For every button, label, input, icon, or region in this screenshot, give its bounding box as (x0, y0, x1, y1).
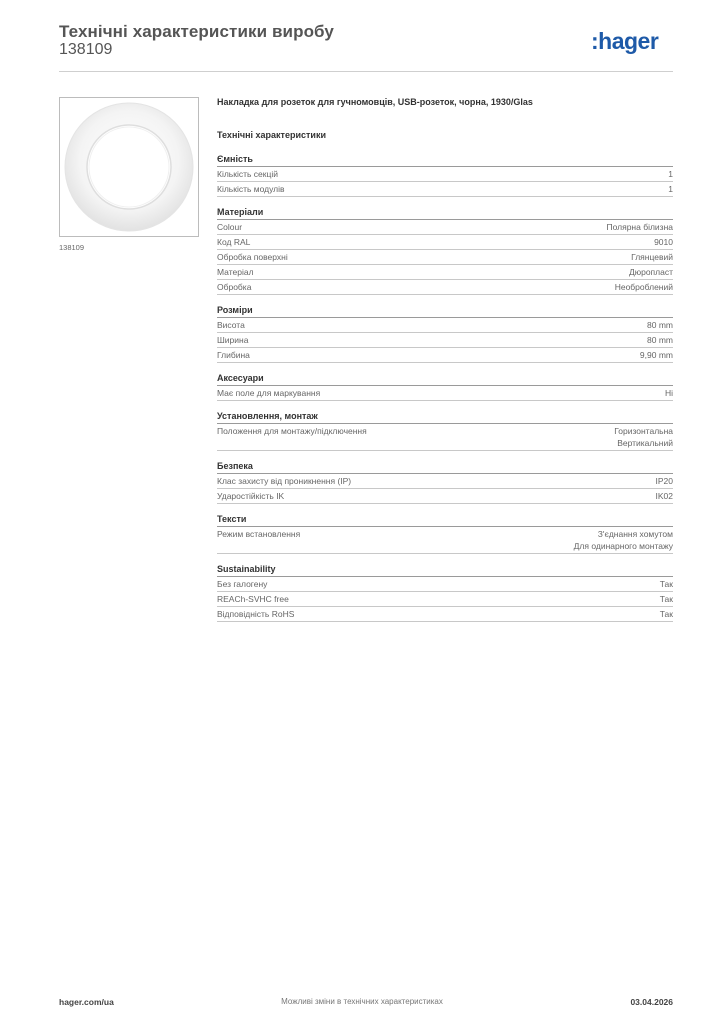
spec-row (217, 348, 673, 363)
spec-label: Режим встановлення (217, 529, 301, 539)
spec-value-line: Для одинарного монтажу (573, 541, 673, 551)
spec-section (217, 460, 673, 504)
spec-row (217, 318, 673, 333)
product-image (59, 97, 199, 237)
spec-section (217, 563, 673, 622)
section-title: Розміри (217, 304, 673, 318)
spec-value-line: IP20 (655, 476, 673, 486)
spec-label: Має поле для маркування (217, 388, 321, 398)
spec-value-line: Необроблений (614, 282, 673, 292)
cover-plate-ring-image (60, 98, 198, 236)
footer-website-link[interactable]: hager.com/ua (59, 997, 114, 1007)
page-title: Технічні характеристики виробу (59, 22, 334, 41)
section-title: Матеріали (217, 206, 673, 220)
section-title: Безпека (217, 460, 673, 474)
spec-label: Кількість секцій (217, 169, 278, 179)
spec-value-line: Горизонтальна (614, 426, 673, 436)
spec-row (217, 265, 673, 280)
spec-value-line: Полярна білизна (606, 222, 673, 232)
spec-section (217, 304, 673, 363)
spec-value-line: Так (659, 579, 673, 589)
section-title: Аксесуари (217, 372, 673, 386)
section-title: Ємність (217, 153, 673, 167)
spec-value-line: Так (659, 594, 673, 604)
section-title: Тексти (217, 513, 673, 527)
spec-value-line: З'єднання хомутом (597, 529, 673, 539)
spec-row (217, 220, 673, 235)
specs-heading: Технічні характеристики (217, 130, 326, 140)
section-title: Sustainability (217, 563, 673, 577)
spec-value (656, 490, 674, 502)
spec-value (574, 528, 673, 552)
spec-value-line: Дюропласт (628, 267, 673, 277)
spec-value (629, 266, 673, 278)
spec-row (217, 474, 673, 489)
spec-value-line: 1 (668, 184, 673, 194)
spec-label: Кількість модулів (217, 184, 285, 194)
spec-label: Ширина (217, 335, 249, 345)
spec-label: Клас захисту від проникнення (IP) (217, 476, 352, 486)
spec-label: Висота (217, 320, 245, 330)
spec-row (217, 280, 673, 295)
spec-value (606, 221, 673, 233)
spec-value-line: Глянцевий (631, 252, 673, 262)
spec-row (217, 607, 673, 622)
spec-row (217, 235, 673, 250)
spec-value (660, 593, 673, 605)
spec-row (217, 250, 673, 265)
spec-label: Обробка (217, 282, 252, 292)
spec-label: Матеріал (217, 267, 254, 277)
spec-value (614, 425, 673, 449)
spec-value-line: 9,90 mm (639, 350, 673, 360)
spec-value-line: Так (659, 609, 673, 619)
footer-date: 03.04.2026 (630, 997, 673, 1007)
spec-value-line: 80 mm (647, 320, 673, 330)
spec-row (217, 386, 673, 401)
spec-label: Глибина (217, 350, 250, 360)
image-caption: 138109 (59, 243, 85, 252)
spec-value-line: IK02 (655, 491, 673, 501)
spec-value (615, 281, 673, 293)
spec-section (217, 372, 673, 401)
spec-value (654, 236, 673, 248)
spec-row (217, 167, 673, 182)
spec-label: REACh-SVHC free (217, 594, 289, 604)
spec-value-line: Вертикальний (617, 438, 673, 448)
spec-section (217, 513, 673, 554)
spec-row (217, 489, 673, 504)
header-divider (59, 71, 673, 72)
spec-value (656, 475, 674, 487)
spec-section (217, 410, 673, 451)
spec-value (660, 578, 673, 590)
spec-label: Обробка поверхні (217, 252, 288, 262)
footer-notice: Можливі зміни в технічних характеристиках (281, 997, 443, 1006)
spec-value (660, 608, 673, 620)
spec-value (668, 168, 673, 180)
spec-value-line: 80 mm (647, 335, 673, 345)
spec-sections (217, 153, 673, 622)
spec-section (217, 153, 673, 197)
spec-value (631, 251, 673, 263)
spec-value (647, 334, 673, 346)
spec-label: Без галогену (217, 579, 268, 589)
product-title: Накладка для розеток для гучномовців, USB-розеток, чорна, 1930/Glas (217, 97, 533, 107)
spec-content (217, 96, 673, 622)
section-title: Установлення, монтаж (217, 410, 673, 424)
spec-row (217, 577, 673, 592)
spec-row (217, 182, 673, 197)
spec-value-line: 1 (668, 169, 673, 179)
spec-row (217, 592, 673, 607)
hager-logo: :hager (591, 28, 659, 54)
spec-label: Відповідність RoHS (217, 609, 295, 619)
spec-value (665, 387, 673, 399)
spec-label: Код RAL (217, 237, 251, 247)
spec-row (217, 527, 673, 554)
spec-value-line: 9010 (654, 237, 673, 247)
spec-label: Colour (217, 222, 243, 232)
spec-row (217, 333, 673, 348)
spec-value (668, 183, 673, 195)
spec-label: Ударостійкість IK (217, 491, 285, 501)
spec-section (217, 206, 673, 295)
product-code: 138109 (59, 41, 113, 58)
spec-row (217, 424, 673, 451)
spec-value (640, 349, 673, 361)
spec-label: Положення для монтажу/підключення (217, 426, 367, 436)
spec-value (647, 319, 673, 331)
spec-value-line: Ні (664, 388, 673, 398)
